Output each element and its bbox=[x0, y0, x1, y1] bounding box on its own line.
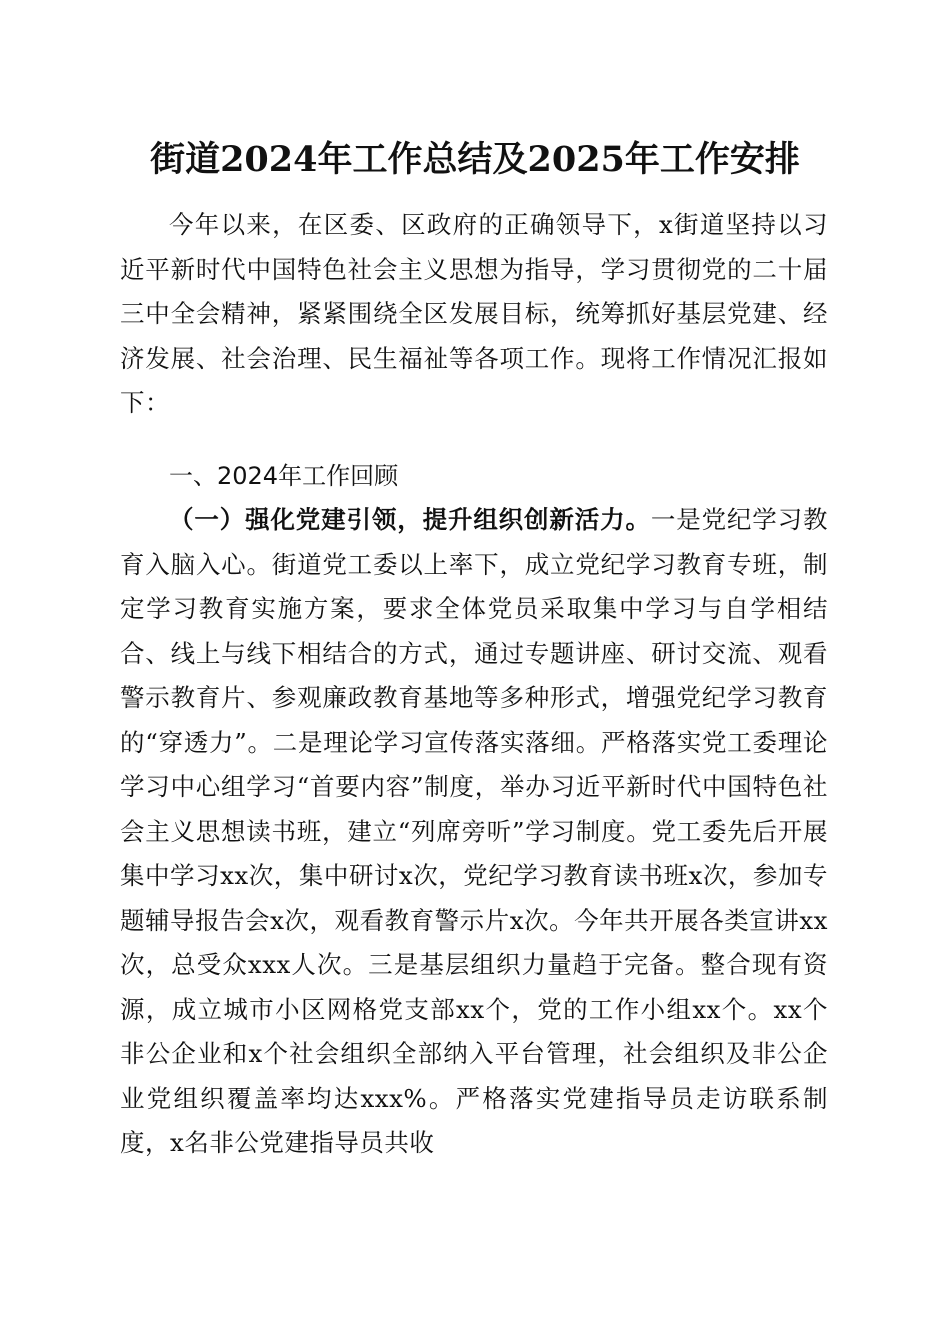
section-1-paragraph bbox=[120, 498, 828, 1166]
intro-paragraph: 今年以来，在区委、区政府的正确领导下，x街道坚持以习近平新时代中国特色社会主义思想为指导，学习贯彻党的二十届三中全会精神，紧紧围绕全区发展目标，统筹抓好基层党建、经济发展、社会治理、民生福祉等各项工作。现将工作情况汇报如下： bbox=[120, 210, 828, 417]
section-1-lead: （一）强化党建引领，提升组织创新活力。 bbox=[169, 505, 651, 534]
section-1-body: 一是党纪学习教育入脑入心。街道党工委以上率下，成立党纪学习教育专班，制定学习教育实施方案，要求全体党员采取集中学习与自学相结合、线上与线下相结合的方式，通过专题讲座、研讨交流、观看警示教育片、参观廉政教育基地等多种形式，增强党纪学习教育的“穿透力”。二是理论学习宣传落实落细。严格落实党工委理论学习中心组学习“首要内容”制度，举办习近平新时代中国特色社会主义思想读书班，建立“列席旁听”学习制度。党工委先后开展集中学习xx次，集中研讨x次，党纪学习教育读书班x次，参加专题辅导报告会x次，观看教育警示片x次。今年共开展各类宣讲xx次，总受众xxx人次。三是基层组织力量趋于完备。整合现有资源，成立城市小区网格党支部xx个，党的工作小组xx个。xx个非公企业和x个社会组织全部纳入平台管理，社会组织及非公企业党组织覆盖率均达xxx%。严格落实党建指导员走访联系制度，x名非公党建指导员共收 bbox=[120, 505, 829, 1157]
document-title: 街道2024年工作总结及2025年工作安排 bbox=[150, 139, 800, 180]
section-heading-1: 一、2024年工作回顾 bbox=[169, 462, 399, 490]
